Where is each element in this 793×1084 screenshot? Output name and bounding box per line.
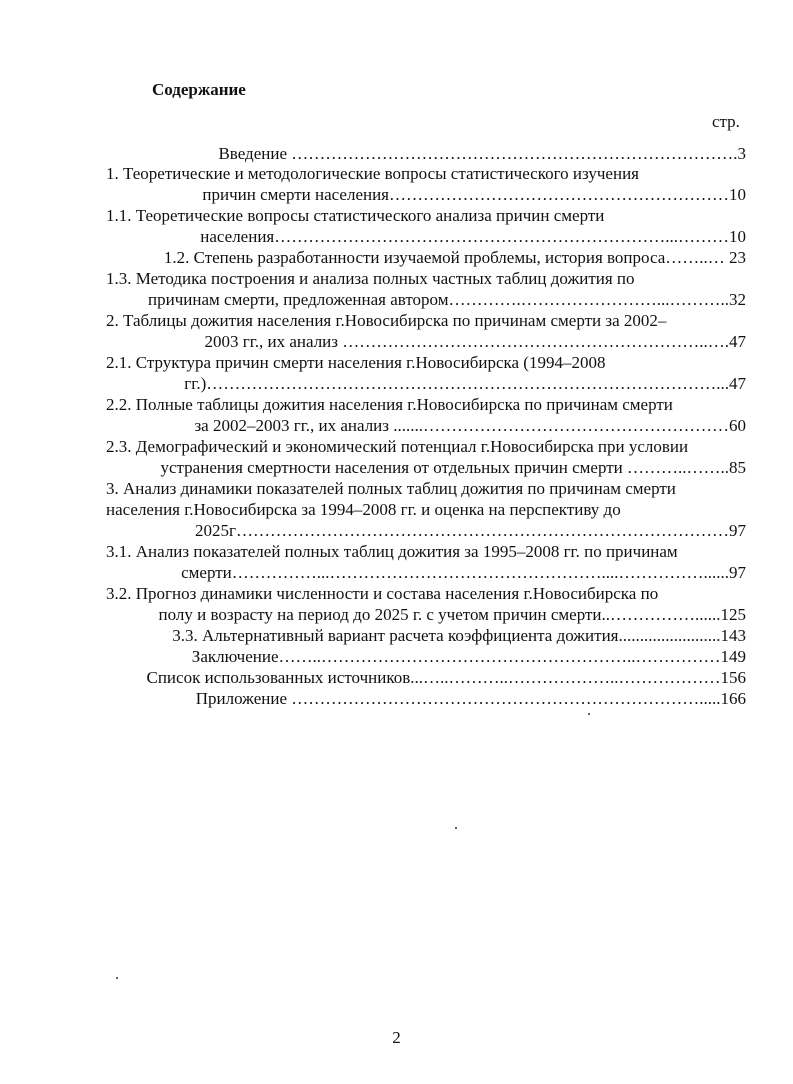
toc-entry-chapter-1-cont: причин смерти населения……………………………………………………10	[202, 185, 746, 204]
toc-entry-chapter-2: 2. Таблицы дожития населения г.Новосибирска по причинам смерти за 2002–	[106, 311, 667, 330]
toc-entry-section-2-3: 2.3. Демографический и экономический потенциал г.Новосибирска при условии	[106, 437, 689, 456]
toc-entry-section-2-2: 2.2. Полные таблицы дожития населения г.Новосибирска по причинам смерти	[106, 395, 673, 414]
toc-entry-chapter-1: 1. Теоретические и методологические вопросы статистического изучения	[106, 164, 639, 183]
toc-entry-section-2-3-cont: устранения смертности населения от отдельных причин смерти ………..……..85	[160, 458, 746, 477]
toc-entry-section-3-1-cont: смерти……………...…………………………………………....……………......97	[181, 563, 746, 582]
toc-entry-section-3-2: 3.2. Прогноз динамики численности и состава населения г.Новосибирска по	[106, 584, 659, 603]
toc-entry-section-2-1: 2.1. Структура причин смерти населения г.Новосибирска (1994–2008	[106, 353, 606, 372]
toc-entry-section-1-3-cont: причинам смерти, предложенная автором………….……………………...………..32	[148, 290, 746, 309]
toc-entry-chapter-3: 3. Анализ динамики показателей полных таблиц дожития по причинам смерти	[106, 479, 676, 498]
page-number: 2	[392, 1028, 401, 1047]
toc-entry-section-3-1: 3.1. Анализ показателей полных таблиц дожития за 1995–2008 гг. по причинам	[106, 542, 678, 561]
toc-entry-section-1-2: 1.2. Степень разработанности изучаемой проблемы, история вопроса……..… 23	[163, 248, 746, 267]
toc-entry-section-2-1-cont: гг.)………………………………………………………………………………...47	[184, 374, 746, 393]
toc-entry-references: Список использованных источников...…..………..………………..………………156	[146, 668, 746, 687]
scan-speck	[588, 713, 590, 715]
scan-speck	[116, 977, 118, 979]
toc-entry-section-3-3: 3.3. Альтернативный вариант расчета коэффициента дожития........................143	[172, 626, 746, 645]
toc-entry-section-1-1-cont: населения……………………………………………………………...………10	[200, 227, 746, 246]
toc-entry-section-2-2-cont: за 2002–2003 гг., их анализ .......………………………………………………60	[194, 416, 746, 435]
toc-entry-introduction: Введение …………………………………………………………………….3	[218, 144, 746, 163]
toc-entry-chapter-3-cont-2: 2025г……………………………………………………………………………97	[195, 521, 746, 540]
toc-entry-appendix: Приложение ……………………………………………………………….....166	[195, 689, 746, 708]
toc-entry-chapter-3-cont: населения г.Новосибирска за 1994–2008 гг. и оценка на перспективу до	[106, 500, 621, 519]
toc-entry-section-1-1: 1.1. Теоретические вопросы статистического анализа причин смерти	[106, 206, 605, 225]
scan-speck	[455, 827, 457, 829]
toc-entry-section-1-3: 1.3. Методика построения и анализа полных частных таблиц дожития по	[106, 269, 635, 288]
toc-heading: Содержание	[152, 80, 246, 99]
page-column-label: стр.	[712, 112, 740, 131]
toc-entry-chapter-2-cont: 2003 гг., их анализ ………………………………………………………..….47	[204, 332, 746, 351]
toc-entry-section-3-2-cont: полу и возрасту на период до 2025 г. с учетом причин смерти..……………......125	[158, 605, 746, 624]
toc-entry-conclusion: Заключение……..………………………………………………..……………149	[191, 647, 746, 666]
